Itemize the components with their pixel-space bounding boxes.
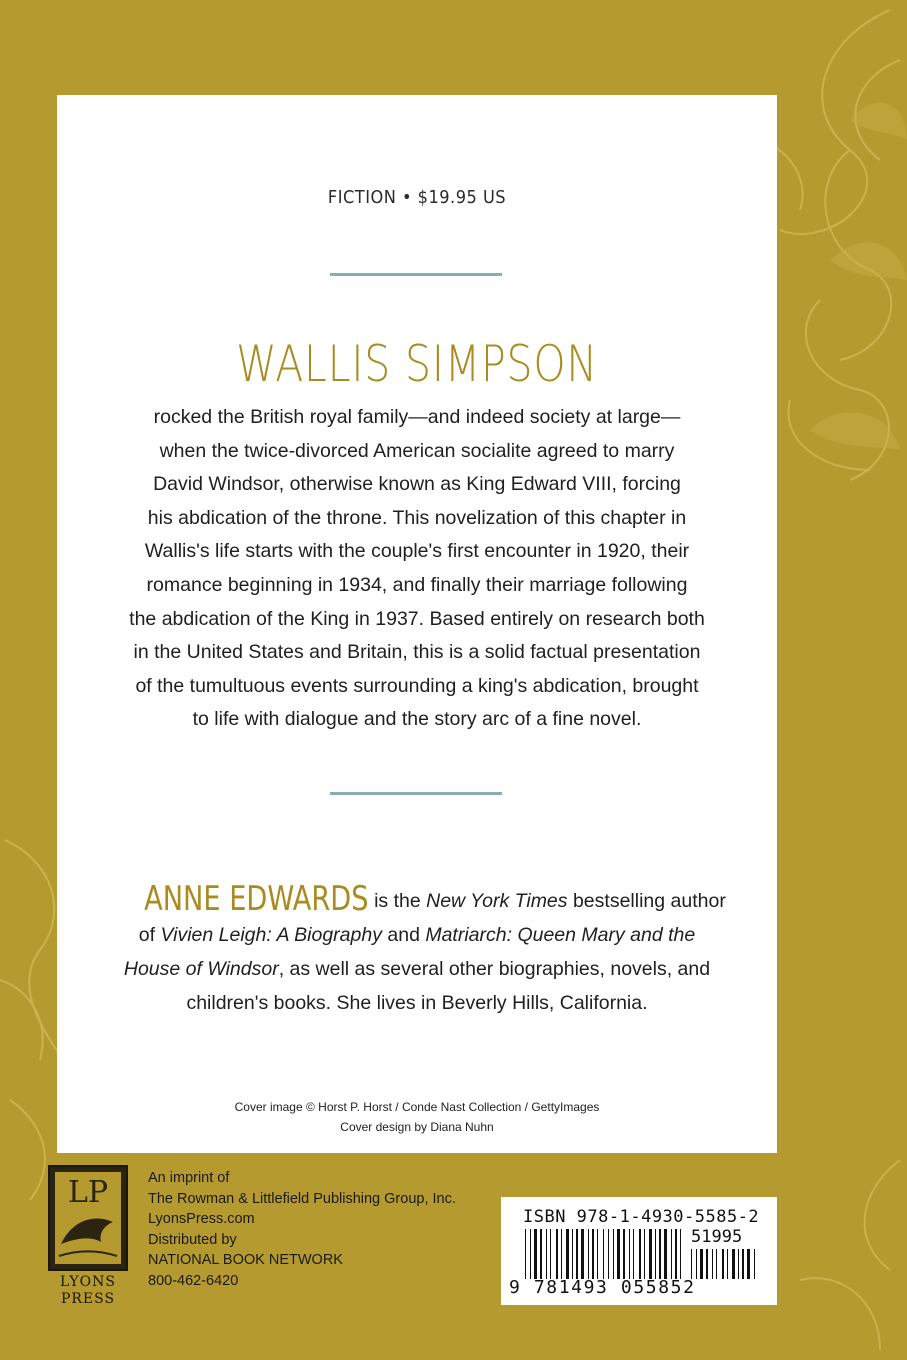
blurb-line: Wallis's life starts with the couple's first encounter in 1920, their [144,540,690,563]
barcode-bar [566,1229,569,1279]
divider-top [330,273,502,276]
publisher-phone: 800-462-6420 [148,1272,239,1289]
lyons-press-logo [43,1164,133,1306]
barcode-bar [608,1229,609,1279]
barcode-bar [664,1229,667,1279]
bio-text: , as well as several other biographies, novels, and [278,958,711,980]
barcode-bar [747,1249,750,1279]
logo-name-lyons: LYONS [60,1274,116,1290]
price-code: 51995 [691,1227,743,1247]
barcode-bar [540,1229,542,1279]
barcode-bar [732,1249,735,1279]
barcode-bar [613,1229,614,1279]
barcode-bar [639,1229,641,1279]
barcode-bar [603,1229,604,1279]
bio-line-4: children's books. She lives in Beverly Hills, California. [186,992,648,1014]
publisher-line: The Rowman & Littlefield Publishing Group, Inc. [148,1190,456,1207]
logo-letters: LP [67,1175,109,1210]
bio-book-title: Vivien Leigh: A Biography [160,924,382,946]
barcode-bar [727,1249,728,1279]
publisher-info [148,1168,456,1291]
bio-text: and [381,924,426,946]
barcode-bar [633,1229,634,1279]
publisher-line: An imprint of [148,1170,230,1186]
barcode-bar [738,1249,739,1279]
floral-ornament-bottom-right [780,1150,907,1360]
barcode-bar [680,1229,681,1279]
publisher-website: LyonsPress.com [148,1211,255,1227]
bio-line-1 [75,879,759,919]
barcode-bar [550,1229,551,1279]
bio-line-3 [75,952,759,986]
barcode-bars [525,1229,685,1279]
isbn-number: ISBN 978-1-4930-5585-2 [523,1207,760,1227]
barcode-bar [572,1229,573,1279]
barcode-bar [659,1229,661,1279]
barcode-bar [576,1229,578,1279]
credit-design: Cover design by Diana Nuhn [340,1120,494,1134]
barcode-bar [644,1229,645,1279]
cover-credits [57,1097,777,1137]
author-bio [75,879,759,1020]
barcode-bar [649,1229,652,1279]
publisher-line: NATIONAL BOOK NETWORK [148,1252,343,1268]
author-name: ANNE EDWARDS [144,879,369,919]
bio-book-title: House of Windsor [123,958,279,980]
category-price: FICTION • $19.95 US [327,187,507,208]
barcode-bar [561,1229,562,1279]
barcode-bar [722,1249,724,1279]
barcode-bar [655,1229,656,1279]
isbn-barcode [501,1197,777,1305]
barcode-bar [534,1229,537,1279]
barcode-bar [546,1229,547,1279]
price-barcode-bars [691,1249,757,1279]
blurb-line: his abdication of the throne. This novelization of this chapter in [147,506,687,529]
logo-name-press: PRESS [60,1291,116,1306]
blurb-line: rocked the British royal family—and indeed society at large— [153,406,681,428]
bio-text: of [138,924,161,946]
bio-book-title: Matriarch: Queen Mary and the [425,924,696,946]
blurb [75,401,759,737]
back-cover-panel [57,95,777,1153]
bio-text: bestselling author [567,890,726,912]
barcode-bar [706,1249,708,1279]
barcode-bar [700,1249,703,1279]
blurb-line: of the tumultuous events surrounding a king's abdication, brought [135,674,699,697]
blurb-line: in the United States and Britain, this is a solid factual presentation [133,641,701,664]
credit-image: Cover image © Horst P. Horst / Conde Nast Collection / GettyImages [234,1100,600,1114]
barcode-bar [675,1229,677,1279]
barcode-bar [629,1229,630,1279]
blurb-line: the abdication of the King in 1937. Based entirely on research both [129,607,705,630]
barcode-bar [617,1229,620,1279]
barcode-bar [754,1249,755,1279]
barcode-bar [712,1249,713,1279]
blurb-line: to life with dialogue and the story arc of a fine novel. [192,708,642,731]
barcode-bar [581,1229,584,1279]
blurb-line: David Windsor, otherwise known as King Edward VIII, forcing [153,473,681,496]
bio-line-2 [75,918,759,952]
barcode-bar [592,1229,594,1279]
barcode-bar [696,1249,697,1279]
bio-text: is the [368,890,427,912]
barcode-bar [671,1229,672,1279]
barcode-bar [530,1229,531,1279]
barcode-bar [597,1229,598,1279]
barcode-bar [716,1249,717,1279]
headline-title: WALLIS SIMPSON [236,335,598,393]
barcode-bar [691,1249,692,1279]
blurb-line: when the twice-divorced American socialite agreed to marry [159,439,675,462]
barcode-bar [525,1229,526,1279]
barcode-bar [556,1229,558,1279]
barcode-bar [623,1229,625,1279]
divider-middle [330,792,502,795]
barcode-bar [588,1229,589,1279]
blurb-line: romance beginning in 1934, and finally their marriage following [146,573,688,596]
publisher-line: Distributed by [148,1231,237,1248]
barcode-bar [742,1249,744,1279]
barcode-digits: 9 781493 055852 [509,1277,696,1298]
bio-nyt: New York Times [426,890,568,912]
